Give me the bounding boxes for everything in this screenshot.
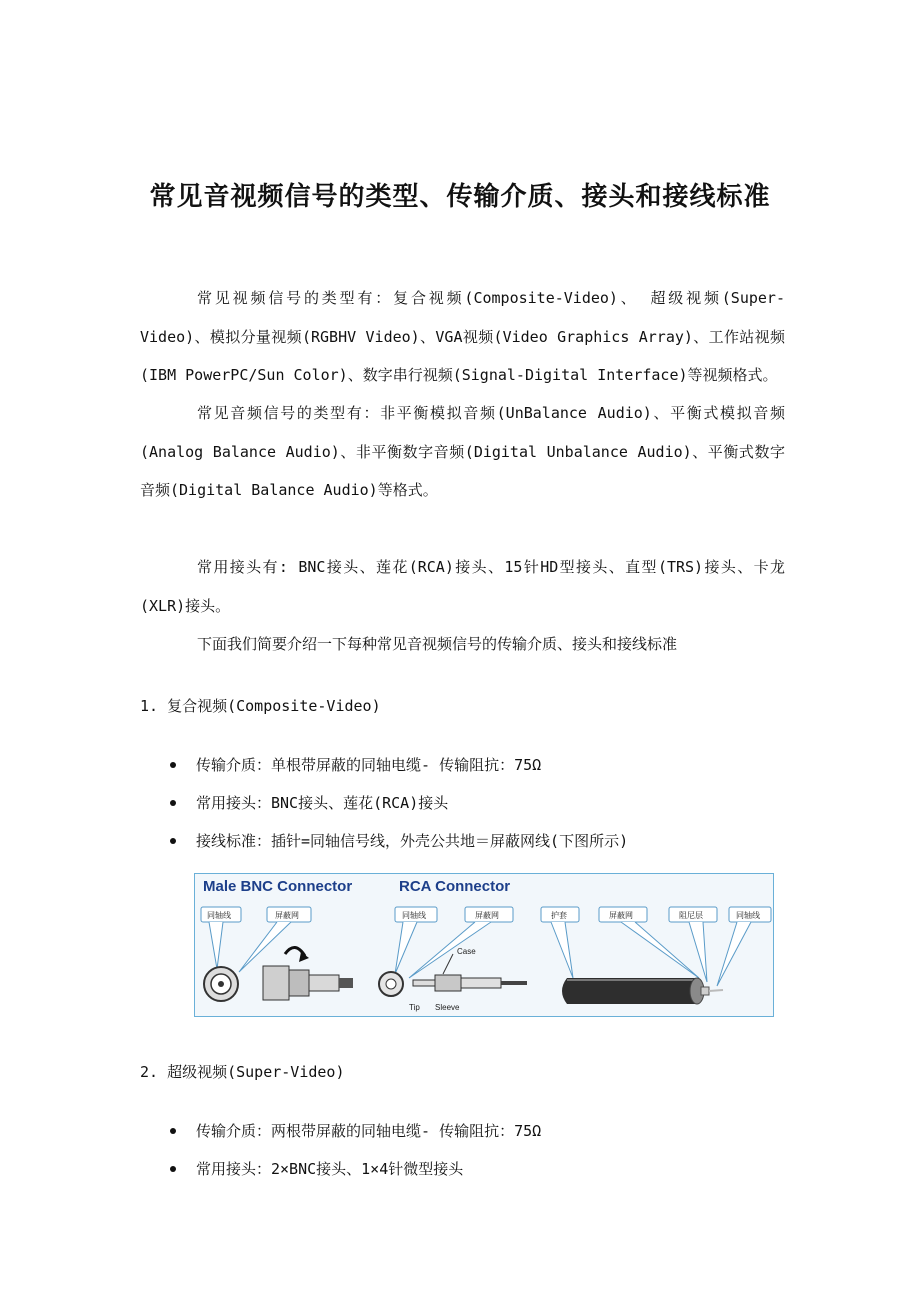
rca-case-label: Case	[457, 947, 476, 956]
svg-text:阻尼层: 阻尼层	[679, 911, 703, 920]
coax-cable-illustration	[562, 978, 723, 1004]
page-title: 常见音视频信号的类型、传输介质、接头和接线标准	[149, 182, 771, 212]
connector-figure	[194, 873, 774, 1017]
svg-text:屏蔽网: 屏蔽网	[275, 911, 299, 920]
list-item	[140, 784, 800, 822]
list-item-text: 传输介质：单根带屏蔽的同轴电缆- 传输阻抗：75Ω	[196, 756, 542, 774]
video-types-paragraph: 常见视频信号的类型有：复合视频(Composite-Video)、 超级视频(Super-Video)、模拟分量视频(RGBHV Video)、VGA视频(Video Graphics Array)、工作站视频(IBM PowerPC/Sun Color)、数字串行视频(Signal-Digital Interface)等视频格式。	[140, 289, 785, 384]
section-heading-super-video: 2. 超级视频(Super-Video)	[140, 1063, 345, 1081]
cable-tag-jacket	[541, 907, 579, 978]
list-item-text: 传输介质：两根带屏蔽的同轴电缆- 传输阻抗：75Ω	[196, 1122, 542, 1140]
bnc-title: Male BNC Connector	[203, 878, 353, 895]
rca-title: RCA Connector	[399, 878, 511, 895]
svg-text:屏蔽网: 屏蔽网	[609, 911, 633, 920]
svg-text:同轴线: 同轴线	[402, 911, 426, 920]
list-item-text: 常用接头：2×BNC接头、1×4针微型接头	[196, 1160, 464, 1178]
list-item	[140, 746, 800, 784]
audio-types-paragraph: 常见音频信号的类型有：非平衡模拟音频(UnBalance Audio)、平衡式模拟音频(Analog Balance Audio)、非平衡数字音频(Digital Unbalance Audio)、平衡式数字音频(Digital Balance Audio)等格式。	[140, 404, 785, 499]
bnc-connector-illustration	[204, 947, 353, 1001]
bnc-tag-coax	[201, 907, 241, 969]
rca-tag-coax	[395, 907, 437, 974]
cable-tag-damping	[669, 907, 717, 982]
svg-text:同轴线: 同轴线	[736, 911, 760, 920]
bullet-icon	[170, 762, 176, 768]
bullet-icon	[170, 800, 176, 806]
list-item	[140, 822, 800, 860]
list-item-text: 接线标准：插针=同轴信号线，外壳公共地＝屏蔽网线(下图所示)	[196, 832, 629, 850]
bullet-icon	[170, 1128, 176, 1134]
composite-bullet-list	[140, 746, 800, 860]
bullet-icon	[170, 838, 176, 844]
svg-text:护套: 护套	[551, 911, 567, 920]
bnc-tag-shield	[239, 907, 311, 972]
list-item	[140, 1150, 800, 1188]
super-video-bullet-list	[140, 1112, 800, 1188]
connector-diagram	[195, 874, 773, 1016]
rca-tip-label: Tip	[409, 1003, 420, 1012]
svg-text:同轴线: 同轴线	[207, 911, 231, 920]
list-item	[140, 1112, 800, 1150]
section-heading-composite: 1. 复合视频(Composite-Video)	[140, 697, 381, 715]
rca-sleeve-label: Sleeve	[435, 1003, 460, 1012]
svg-text:屏蔽网: 屏蔽网	[475, 911, 499, 920]
list-item-text: 常用接头：BNC接头、莲花(RCA)接头	[196, 794, 449, 812]
connectors-paragraph: 常用接头有: BNC接头、莲花(RCA)接头、15针HD型接头、直型(TRS)接头、卡龙(XLR)接头。	[140, 558, 785, 615]
intro-paragraph: 下面我们简要介绍一下每种常见音视频信号的传输介质、接头和接线标准	[197, 635, 678, 653]
cable-tag-coax	[717, 907, 771, 986]
bullet-icon	[170, 1166, 176, 1172]
